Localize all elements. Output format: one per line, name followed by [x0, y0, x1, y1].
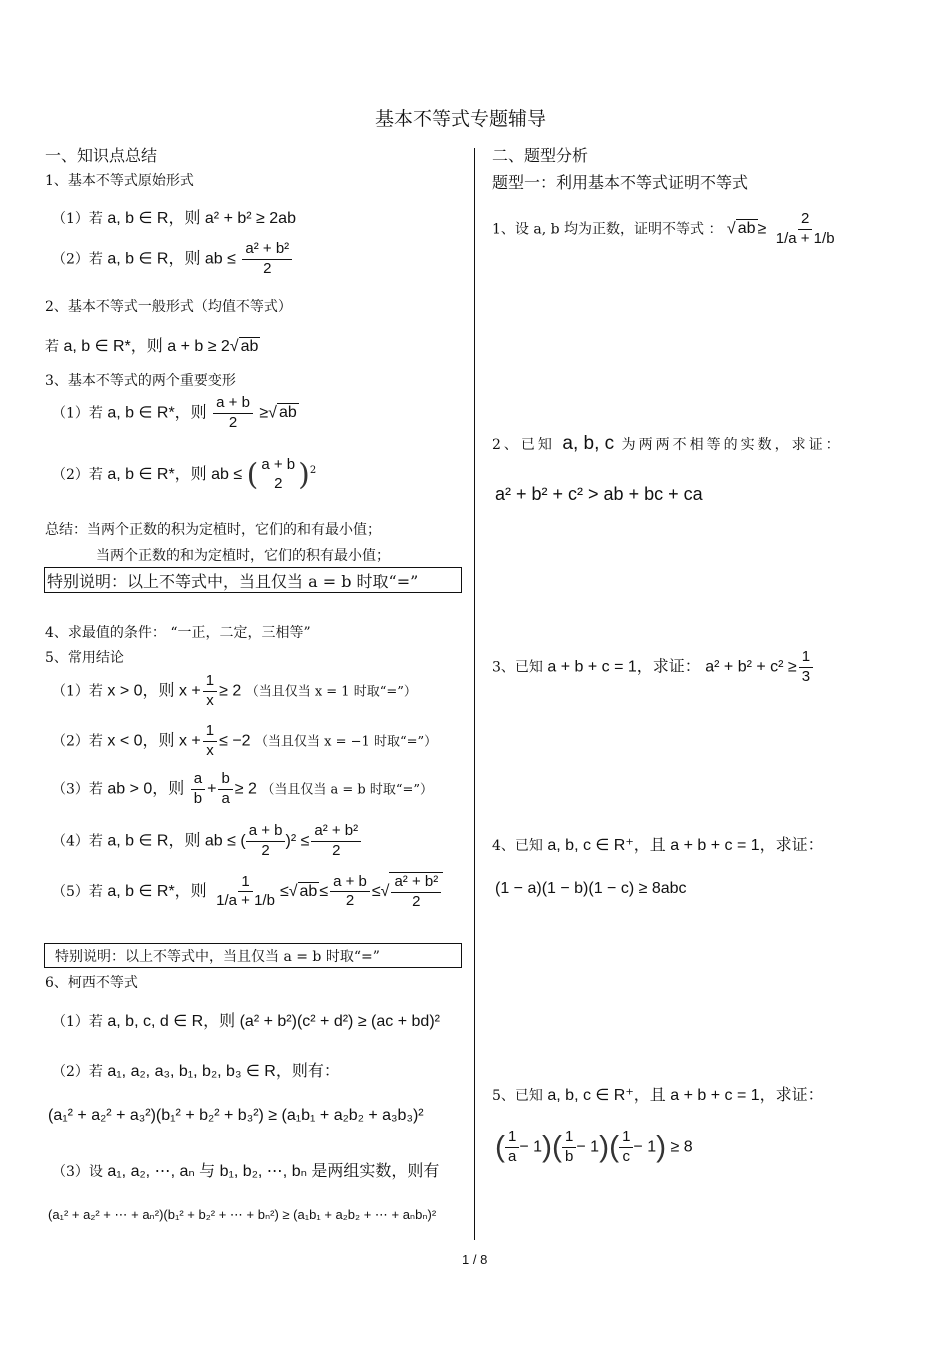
condition: a, b ∈ R，则 — [107, 210, 201, 227]
section-2-title: 2、基本不等式一般形式（均值不等式） — [45, 299, 292, 315]
problem-2-formula: a² + b² + c² > ab + bc + ca — [495, 484, 703, 504]
s2-formula: 若 a, b ∈ R*，则 a + b ≥ 2√ ab — [45, 338, 259, 355]
cauchy-2: （2）若 a₁, a₂, a₃, b₁, b₂, b₃ ∈ R，则有： — [52, 1063, 340, 1080]
column-divider — [474, 148, 475, 1240]
problem-4-formula: (1 − a)(1 − b)(1 − c) ≥ 8abc — [495, 880, 687, 897]
page-number: 1 / 8 — [462, 1252, 488, 1267]
cauchy-1: （1）若 a, b, c, d ∈ R，则 (a² + b²)(c² + d²) ≥ (ac + bd)² — [52, 1013, 440, 1030]
item-label: （1）若 — [52, 211, 103, 227]
conclusion-2: （2）若 x < 0，则 x + $\frac{1}{x}$ ≤ −2 （当且仅当 x = −1 时取“=”） — [52, 722, 438, 759]
cauchy-3-formula: (a₁² + a₂² + ⋯ + aₙ²)(b₁² + b₂² + ⋯ + bₙ²) ≥ (a₁b₁ + a₂b₂ + ⋯ + aₙbₙ)² — [48, 1207, 437, 1222]
cauchy-2-formula: (a₁² + a₂² + a₃²)(b₁² + b₂² + b₃²) ≥ (a₁b₁ + a₂b₂ + a₃b₃)² — [48, 1107, 424, 1124]
section-3-title: 3、基本不等式的两个重要变形 — [45, 373, 236, 389]
condition: a, b ∈ R，则 — [107, 250, 201, 268]
section-6-title: 6、柯西不等式 — [45, 975, 138, 991]
conclusion-4: （4）若 a, b ∈ R，则 ab ≤ ( $\frac{a + b}{2}$ )² ≤ $\frac{\text{a² + b²}}{2}$ — [52, 822, 363, 861]
section-4-title: 4、求最值的条件： “一正，二定，三相等” — [45, 625, 311, 641]
conclusion-5: （5）若 a, b ∈ R*，则 $\frac{1}{1/a + 1/b}$ ≤√ ab ≤ $\frac{a + b}{2}$ ≤√ $\frac{\text{a² + b²}}{2}$ — [52, 872, 443, 912]
right-heading: 二、题型分析 — [492, 146, 589, 165]
problem-2: 2、已知 a, b, c 为两两不相等的实数，求证： — [492, 433, 843, 454]
problem-5: 5、已知 a, b, c ∈ R⁺，且 a + b + c = 1，求证： — [492, 1087, 824, 1104]
conclusion-1: （1）若 x > 0，则 x + $\frac{1}{x}$ ≥ 2 （当且仅当 x = 1 时取“=”） — [52, 672, 417, 709]
note-1: 特别说明：以上不等式中，当且仅当 a = b 时取“=” — [47, 572, 419, 591]
formula: a² + b² ≥ 2ab — [204, 210, 296, 227]
problem-1: 1、设 a, b 均为正数，证明不等式 ： √ ab ≥ $\frac{2}{1/a + 1/b}$ — [492, 210, 835, 247]
problem-4: 4、已知 a, b, c ∈ R⁺，且 a + b + c = 1，求证： — [492, 837, 824, 854]
s1-item-2 — [52, 240, 294, 279]
section-5-title: 5、常用结论 — [45, 650, 124, 666]
summary-line-1: 总结：当两个正数的积为定植时，它们的和有最小值； — [45, 522, 381, 538]
s3-item-1: （1）若 a, b ∈ R*，则 $\frac{a + b}{2}$ ≥√ ab — [52, 394, 297, 431]
problem-3: 3、已知 a + b + c = 1，求证： a² + b² + c² ≥ $\frac{1}{3}$ — [492, 648, 815, 687]
page-title: 基本不等式专题辅导 — [375, 108, 547, 130]
item-label: （2）若 — [52, 251, 103, 268]
s3-item-2: （2）若 a, b ∈ R*，则 ab ≤ ( a + b 2 )$^2$ — [52, 456, 317, 493]
conclusion-3: （3）若 ab > 0，则 $\frac{a}{b}$ + $\frac{b}{a}$ ≥ 2 （当且仅当 a = b 时取“=”） — [52, 770, 434, 807]
summary-line-2: 当两个正数的和为定植时，它们的积有最小值； — [96, 548, 390, 564]
cauchy-3: （3）设 a₁, a₂, ⋯, aₙ 与 b₁, b₂, ⋯, bₙ 是两组实数，则有 — [52, 1163, 440, 1180]
note-2: 特别说明：以上不等式中，当且仅当 a = b 时取“=” — [55, 949, 380, 965]
left-heading: 一、知识点总结 — [45, 146, 158, 165]
section-1-title: 1、基本不等式原始形式 — [45, 173, 194, 189]
fraction: $\frac{\text{a² + b²}}{2}$ — [242, 240, 292, 279]
formula-lhs: ab ≤ — [204, 250, 236, 268]
problem-5-formula: ( $\frac{1}{a}$ − 1)( $\frac{1}{b}$ − 1)( $\frac{1}{c}$ − 1) ≥ 8 — [495, 1128, 693, 1165]
type-1-title: 题型一：利用基本不等式证明不等式 — [492, 173, 749, 192]
s1-item-1 — [52, 205, 296, 228]
